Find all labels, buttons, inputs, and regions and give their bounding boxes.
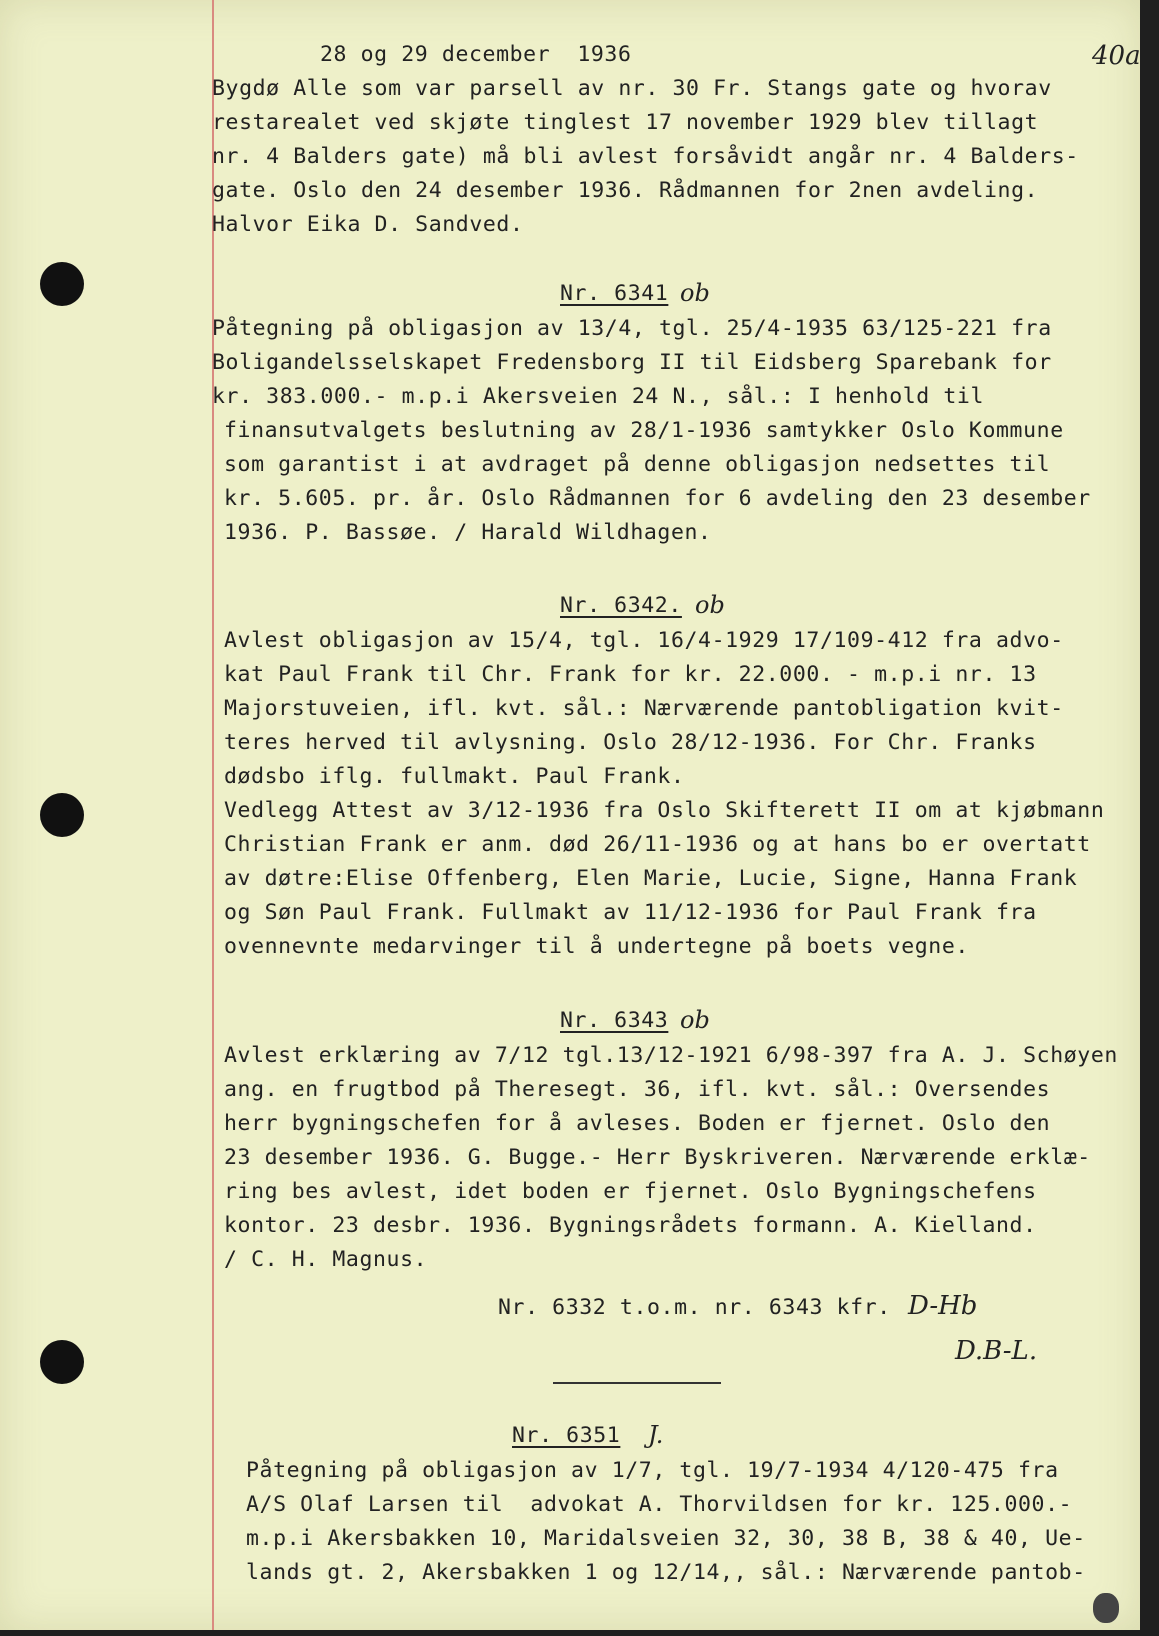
entry-line: / C. H. Magnus. <box>224 1247 428 1272</box>
entry-initials: J. <box>648 1421 664 1449</box>
separator-rule <box>553 1382 721 1384</box>
entry-line: ring bes avlest, idet boden er fjernet. Oslo Bygningschefens <box>224 1179 1037 1204</box>
entry-line: teres herved til avlysning. Oslo 28/12-1936. For Chr. Franks <box>224 730 1037 755</box>
entry-line: herr bygningschefen for å avleses. Boden er fjernet. Oslo den <box>224 1111 1051 1136</box>
punch-hole-middle <box>40 793 84 837</box>
margin-line <box>212 0 214 1630</box>
entry-line: ovennevnte medarvinger til å undertegne på boets vegne. <box>224 934 969 959</box>
page-number: 40a <box>1092 41 1141 71</box>
entry-line: lands gt. 2, Akersbakken 1 og 12/14,, sål.: Nærværende pantob- <box>246 1560 1086 1585</box>
signature: D.B-L. <box>955 1336 1038 1366</box>
punch-hole-bottom <box>40 1340 84 1384</box>
signature: D-Hb <box>908 1291 978 1321</box>
entry-line: dødsbo iflg. fullmakt. Paul Frank. <box>224 764 685 789</box>
entry-number: Nr. 6341 <box>560 281 669 306</box>
entry-line: Vedlegg Attest av 3/12-1936 fra Oslo Skifterett II om at kjøbmann <box>224 798 1105 823</box>
entry-number: Nr. 6351 <box>512 1423 621 1448</box>
entry-line: Christian Frank er anm. død 26/11-1936 og at hans bo er overtatt <box>224 832 1091 857</box>
entry-line: kat Paul Frank til Chr. Frank for kr. 22.000. - m.p.i nr. 13 <box>224 662 1037 687</box>
ink-smudge <box>1093 1593 1119 1623</box>
entry-line: finansutvalgets beslutning av 28/1-1936 samtykker Oslo Kommune <box>224 418 1064 443</box>
entry-initials: ob <box>695 591 725 619</box>
opening-line: Bygdø Alle som var parsell av nr. 30 Fr. Stangs gate og hvorav <box>212 76 1052 101</box>
entry-line: ang. en frugtbod på Theresegt. 36, ifl. kvt. sål.: Oversendes <box>224 1077 1051 1102</box>
entry-line: som garantist i at avdraget på denne obligasjon nedsettes til <box>224 452 1051 477</box>
entry-line: kr. 383.000.- m.p.i Akersveien 24 N., sål.: I henhold til <box>212 384 985 409</box>
entry-line: Boligandelsselskapet Fredensborg II til Eidsberg Sparebank for <box>212 350 1052 375</box>
entry-initials: ob <box>680 279 710 307</box>
opening-line: gate. Oslo den 24 desember 1936. Rådmannen for 2nen avdeling. <box>212 178 1039 203</box>
header-date: 28 og 29 december 1936 <box>320 42 632 67</box>
entry-line: 23 desember 1936. G. Bugge.- Herr Byskriveren. Nærværende erklæ- <box>224 1145 1091 1170</box>
entry-number: Nr. 6342. <box>560 593 682 618</box>
entry-line: Majorstuveien, ifl. kvt. sål.: Nærværende pantobligation kvit- <box>224 696 1064 721</box>
entry-line: m.p.i Akersbakken 10, Maridalsveien 32, 30, 38 B, 38 & 40, Ue- <box>246 1526 1086 1551</box>
summary-text: Nr. 6332 t.o.m. nr. 6343 kfr. <box>498 1295 891 1320</box>
entry-line: Avlest obligasjon av 15/4, tgl. 16/4-1929 17/109-412 fra advo- <box>224 628 1064 653</box>
entry-line: Påtegning på obligasjon av 13/4, tgl. 25/4-1935 63/125-221 fra <box>212 316 1052 341</box>
punch-hole-top <box>40 262 84 306</box>
opening-line: nr. 4 Balders gate) må bli avlest forsåvidt angår nr. 4 Balders- <box>212 144 1079 169</box>
entry-line: A/S Olaf Larsen til advokat A. Thorvildsen for kr. 125.000.- <box>246 1492 1073 1517</box>
entry-line: Påtegning på obligasjon av 1/7, tgl. 19/7-1934 4/120-475 fra <box>246 1458 1059 1483</box>
entry-line: av døtre:Elise Offenberg, Elen Marie, Lucie, Signe, Hanna Frank <box>224 866 1078 891</box>
opening-line: Halvor Eika D. Sandved. <box>212 212 524 237</box>
entry-line: og Søn Paul Frank. Fullmakt av 11/12-1936 for Paul Frank fra <box>224 900 1037 925</box>
entry-line: 1936. P. Bassøe. / Harald Wildhagen. <box>224 520 712 545</box>
entry-line: Avlest erklæring av 7/12 tgl.13/12-1921 6/98-397 fra A. J. Schøyen <box>224 1043 1118 1068</box>
entry-line: kontor. 23 desbr. 1936. Bygningsrådets formann. A. Kielland. <box>224 1213 1037 1238</box>
entry-number: Nr. 6343 <box>560 1008 669 1033</box>
entry-line: kr. 5.605. pr. år. Oslo Rådmannen for 6 avdeling den 23 desember <box>224 486 1091 511</box>
opening-line: restarealet ved skjøte tinglest 17 november 1929 blev tillagt <box>212 110 1039 135</box>
entry-initials: ob <box>680 1006 710 1034</box>
